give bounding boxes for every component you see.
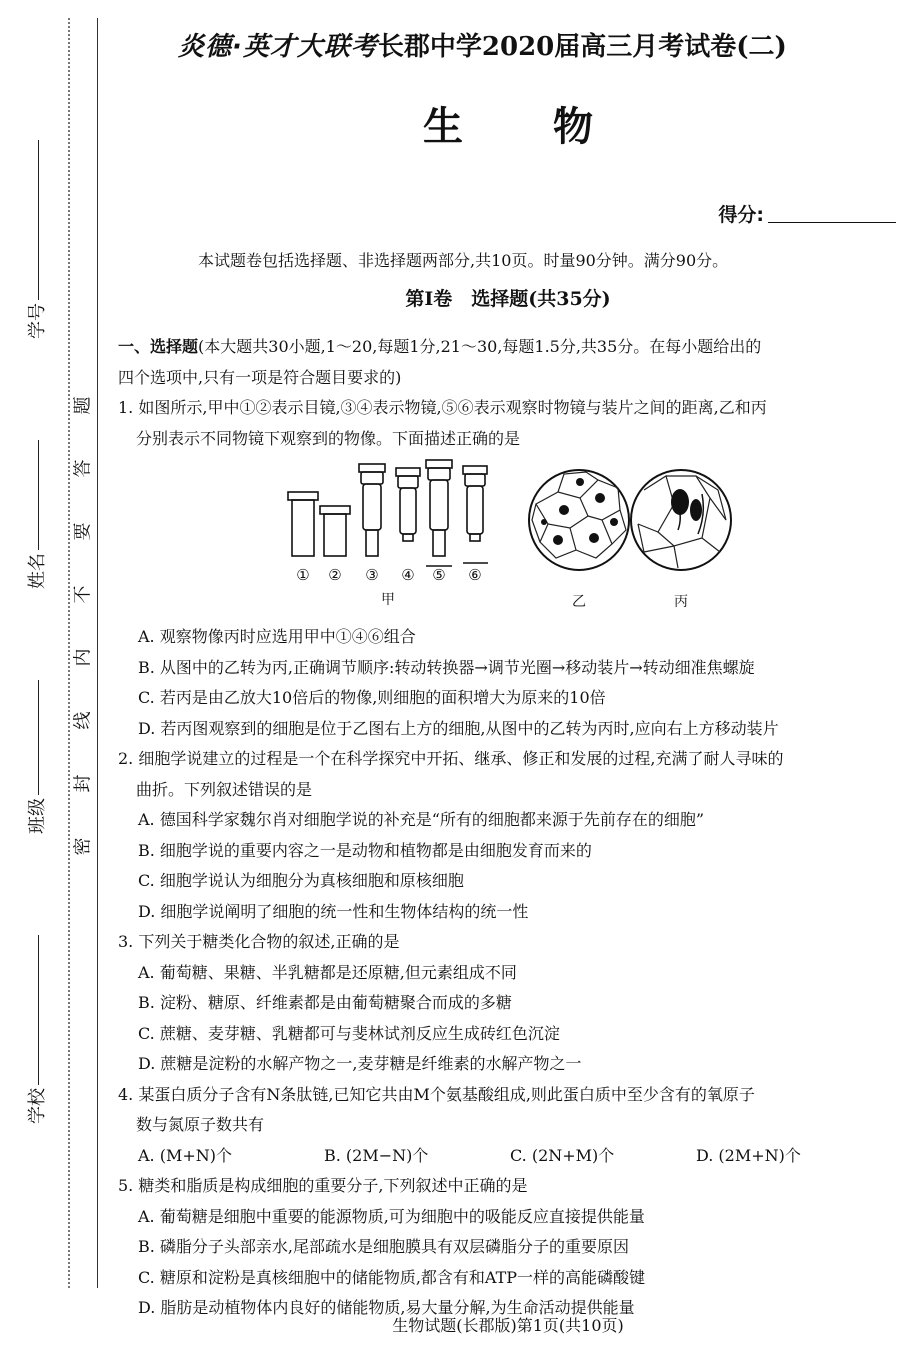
answer-option: A. 葡萄糖是细胞中重要的能源物质,可为细胞中的吸能反应直接提供能量 xyxy=(138,1206,645,1226)
objective-4 xyxy=(396,468,420,541)
answer-option: D. 若丙图观察到的细胞是位于乙图右上方的细胞,从图中的乙转为丙时,应向右上方移动装片 xyxy=(138,718,779,738)
microscope-diagram xyxy=(118,454,898,622)
lens-label: ③ xyxy=(365,566,379,584)
label-char: 学号 xyxy=(27,303,48,339)
name-label xyxy=(20,550,56,592)
answer-option: C. 细胞学说认为细胞分为真核细胞和原核细胞 xyxy=(138,871,464,890)
label-char: 姓名 xyxy=(27,553,48,589)
answer-option: B. 细胞学说的重要内容之一是动物和植物都是由细胞发育而来的 xyxy=(138,840,592,860)
question-stem: 3. 下列关于糖类化合物的叙述,正确的是 xyxy=(118,932,400,951)
figure-caption-bing: 丙 xyxy=(674,594,688,610)
lens-label: ② xyxy=(328,566,342,584)
objective-6 xyxy=(463,466,487,541)
label-char: 学校 xyxy=(27,1088,48,1124)
school-blank xyxy=(38,935,39,1085)
lens-label: ⑤ xyxy=(432,566,446,584)
part-heading: 一、选择题 xyxy=(118,337,199,356)
seal-char: 要 xyxy=(72,522,94,541)
question-body xyxy=(118,332,898,1324)
part-instructions-line2: 四个选项中,只有一项是符合题目要求的) xyxy=(118,367,402,387)
subject-title: 生物 xyxy=(423,104,683,150)
exam-title: 长郡中学2020届高三月考试卷(二) xyxy=(377,32,787,62)
lens-label: ① xyxy=(296,566,310,584)
answer-option: D. 蔗糖是淀粉的水解产物之一,麦芽糖是纤维素的水解产物之一 xyxy=(138,1054,582,1073)
school-label xyxy=(20,1085,56,1127)
question-stem: 5. 糖类和脂质是构成细胞的重要分子,下列叙述中正确的是 xyxy=(118,1176,528,1195)
section-title: 第Ⅰ卷 选择题(共35分) xyxy=(405,288,611,310)
lens-label: ④ xyxy=(401,566,415,584)
seal-char: 线 xyxy=(72,711,94,730)
answer-option: C. 蔗糖、麦芽糖、乳糖都可与斐林试剂反应生成砖红色沉淀 xyxy=(138,1023,560,1043)
seal-char: 不 xyxy=(72,585,94,604)
answer-option: C. (2N+M)个 xyxy=(510,1145,615,1165)
answer-option: A. 葡萄糖、果糖、半乳糖都是还原糖,但元素组成不同 xyxy=(138,962,517,982)
student-id-label xyxy=(20,300,56,342)
part-instructions-line1: (本大题共30小题,1～20,每题1分,21～30,每题1.5分,共35分。在每小题给出的 xyxy=(198,337,762,356)
question-stem: 1. 如图所示,甲中①②表示目镜,③④表示物镜,⑤⑥表示观察时物镜与装片之间的距离,乙和丙 xyxy=(118,398,767,417)
score-blank xyxy=(768,222,896,223)
answer-option: C. 糖原和淀粉是真核细胞中的储能物质,都含有和ATP一样的高能磷酸键 xyxy=(138,1267,646,1287)
question-stem: 曲折。下列叙述错误的是 xyxy=(136,779,313,799)
microscope-figure xyxy=(118,454,898,622)
page-footer: 生物试题(长郡版)第1页(共10页) xyxy=(392,1316,624,1335)
seal-char: 答 xyxy=(72,459,94,478)
eyepiece-2 xyxy=(320,506,350,556)
answer-option: D. 脂肪是动植物体内良好的储能物质,易大量分解,为生命活动提供能量 xyxy=(138,1298,635,1317)
school-field xyxy=(18,935,58,1127)
name-blank xyxy=(38,440,39,550)
field-of-view-yi xyxy=(529,470,629,570)
score-label: 得分: xyxy=(718,204,764,226)
binding-margin xyxy=(0,0,110,1355)
question-stem: 2. 细胞学说建立的过程是一个在科学探究中开拓、继承、修正和发展的过程,充满了耐人寻味的 xyxy=(118,749,784,768)
score-box xyxy=(718,200,896,227)
seal-char: 内 xyxy=(72,648,94,667)
answer-option: B. (2M−N)个 xyxy=(324,1145,429,1165)
answer-option: B. 从图中的乙转为丙,正确调节顺序:转动转换器→调节光圈→移动装片→转动细准焦螺旋 xyxy=(138,657,755,677)
question-stem: 数与氮原子数共有 xyxy=(136,1115,265,1134)
student-id-field xyxy=(18,140,58,342)
figure-caption-jia: 甲 xyxy=(381,592,395,608)
figure-caption-yi: 乙 xyxy=(572,594,586,610)
eyepiece-1 xyxy=(288,492,318,556)
brand-name: 炎德·英才大联考 xyxy=(178,32,378,62)
seal-char: 密 xyxy=(72,837,94,856)
answer-option: A. 观察物像丙时应选用甲中①④⑥组合 xyxy=(138,627,416,646)
question-stem: 4. 某蛋白质分子含有N条肽链,已知它共由M个氨基酸组成,则此蛋白质中至少含有的氧原子 xyxy=(118,1084,755,1104)
name-field xyxy=(18,440,58,592)
answer-option: A. 德国科学家魏尔肖对细胞学说的补充是“所有的细胞都来源于先前存在的细胞” xyxy=(138,810,705,829)
class-blank xyxy=(38,680,39,795)
answer-option: B. 磷脂分子头部亲水,尾部疏水是细胞膜具有双层磷脂分子的重要原因 xyxy=(138,1237,630,1256)
seal-char: 题 xyxy=(72,396,94,415)
objective-5 xyxy=(426,460,452,556)
seal-char: 封 xyxy=(72,774,94,793)
objective-3 xyxy=(359,464,385,556)
label-char: 班级 xyxy=(27,798,48,834)
answer-option: D. (2M+N)个 xyxy=(696,1145,801,1165)
class-label xyxy=(20,795,56,837)
answer-option: C. 若丙是由乙放大10倍后的物像,则细胞的面积增大为原来的10倍 xyxy=(138,688,606,707)
answer-option: A. (M+N)个 xyxy=(138,1145,233,1165)
question-stem: 分别表示不同物镜下观察到的物像。下面描述正确的是 xyxy=(136,428,521,448)
answer-option-row xyxy=(118,1141,898,1172)
exam-header xyxy=(178,26,898,63)
exam-intro: 本试题卷包括选择题、非选择题两部分,共10页。时量90分钟。满分90分。 xyxy=(198,251,729,270)
class-field xyxy=(18,680,58,837)
part-instructions xyxy=(118,332,898,363)
field-of-view-bing xyxy=(631,470,731,570)
lens-label: ⑥ xyxy=(468,566,482,584)
seal-notice xyxy=(72,390,94,862)
student-id-blank xyxy=(38,140,39,300)
answer-option: D. 细胞学说阐明了细胞的统一性和生物体结构的统一性 xyxy=(138,901,529,921)
answer-option: B. 淀粉、糖原、纤维素都是由葡萄糖聚合而成的多糖 xyxy=(138,993,512,1012)
